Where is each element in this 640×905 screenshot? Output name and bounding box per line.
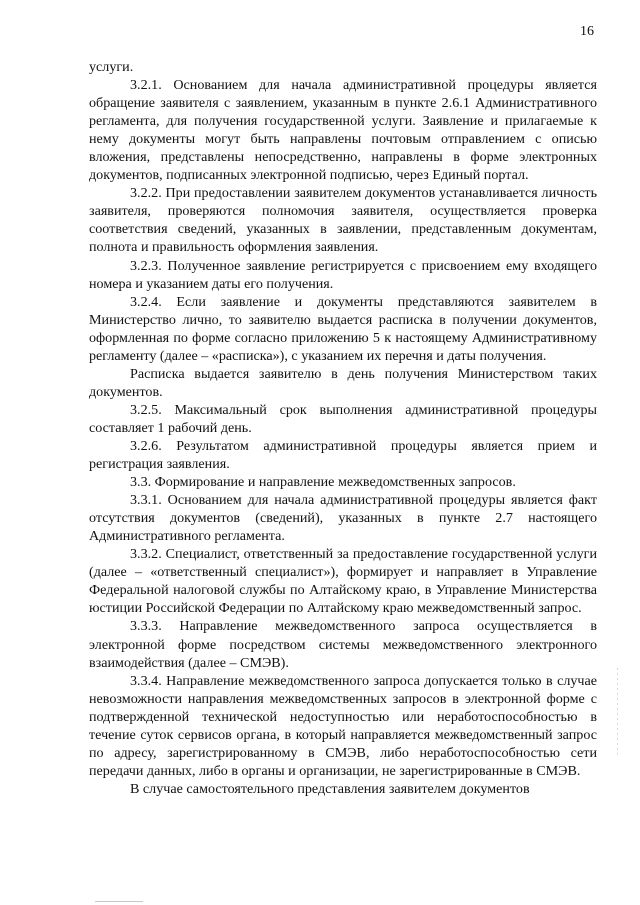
paragraph-3-3: 3.3. Формирование и направление межведомственных запросов. — [130, 474, 516, 491]
paragraph-3-2-2: 3.2.2. При предоставлении заявителем документов устанавливается личность заявителя, проверяются полномочия заявителя, осуществляется проверка соответствия сведений, указанных в заявлении, представленным документам, полнота и правильность оформления заявления. — [89, 185, 597, 256]
paragraph-3-3-2: 3.3.2. Специалист, ответственный за предоставление государственной услуги (далее – «ответственный специалист»), формирует и направляет в Управление Федеральной налоговой службы по Алтайскому краю, в Управление Министерства юстиции Российской Федерации по Алтайскому краю межведомственный запрос. — [89, 546, 597, 617]
paragraph-3-3-1: 3.3.1. Основанием для начала административной процедуры является факт отсутствия документов (сведений), указанных в пункте 2.7 настоящего Административного регламента. — [89, 492, 597, 545]
paragraph-continuation: услуги. — [89, 59, 134, 75]
paragraph-3-2-3: 3.2.3. Полученное заявление регистрируется с присвоением ему входящего номера и указанием даты его получения. — [89, 257, 597, 292]
paragraph-receipt: Расписка выдается заявителю в день получения Министерством таких документов. — [89, 365, 597, 400]
scan-bottom-mark — [95, 901, 143, 902]
paragraph-3-2-6: 3.2.6. Результатом административной процедуры является прием и регистрация заявления. — [89, 437, 597, 473]
paragraph-3-3-3: 3.3.3. Направление межведомственного запроса осуществляется в электронной форме посредством системы межведомственного электронного взаимодействия (далее – СМЭВ). — [89, 618, 597, 671]
document-body — [89, 58, 597, 798]
paragraph-independent-submission: В случае самостоятельного представления заявителем документов — [130, 780, 530, 797]
paragraph-3-2-5: 3.2.5. Максимальный срок выполнения административной процедуры составляет 1 рабочий день. — [89, 401, 597, 436]
paragraph-3-2-4: 3.2.4. Если заявление и документы представляются заявителем в Министерство лично, то заявителю выдается расписка в получении документов, оформленная по форме согласно приложению 5 к настоящему Административному регламенту (далее – «расписка»), с указанием их перечня и даты получения. — [89, 293, 597, 364]
scan-edge-mark — [617, 668, 618, 756]
paragraph-3-2-1: 3.2.1. Основанием для начала административной процедуры является обращение заявителя с заявлением, указанным в пункте 2.6.1 Административного регламента, для получения государственной услуги. Заявление и прилагаемые к нему документы могут быть направлены почтовым отправлением с описью вложения, представлены непосредственно, направлены в форме электронных документов, подписанных электронной подписью, через Единый портал. — [89, 77, 597, 184]
page-number: 16 — [580, 24, 594, 39]
paragraph-3-3-4: 3.3.4. Направление межведомственного запроса допускается только в случае невозможности направления межведомственных запросов в электронной форме с подтвержденной технической недоступностью или неработоспособностью в течение суток сервисов органа, в который направляется межведомственный запрос по адресу, зарегистрированному в СМЭВ, либо неработоспособностью сети передачи данных, либо в органы и организации, не зарегистрированные в СМЭВ. — [89, 672, 597, 779]
